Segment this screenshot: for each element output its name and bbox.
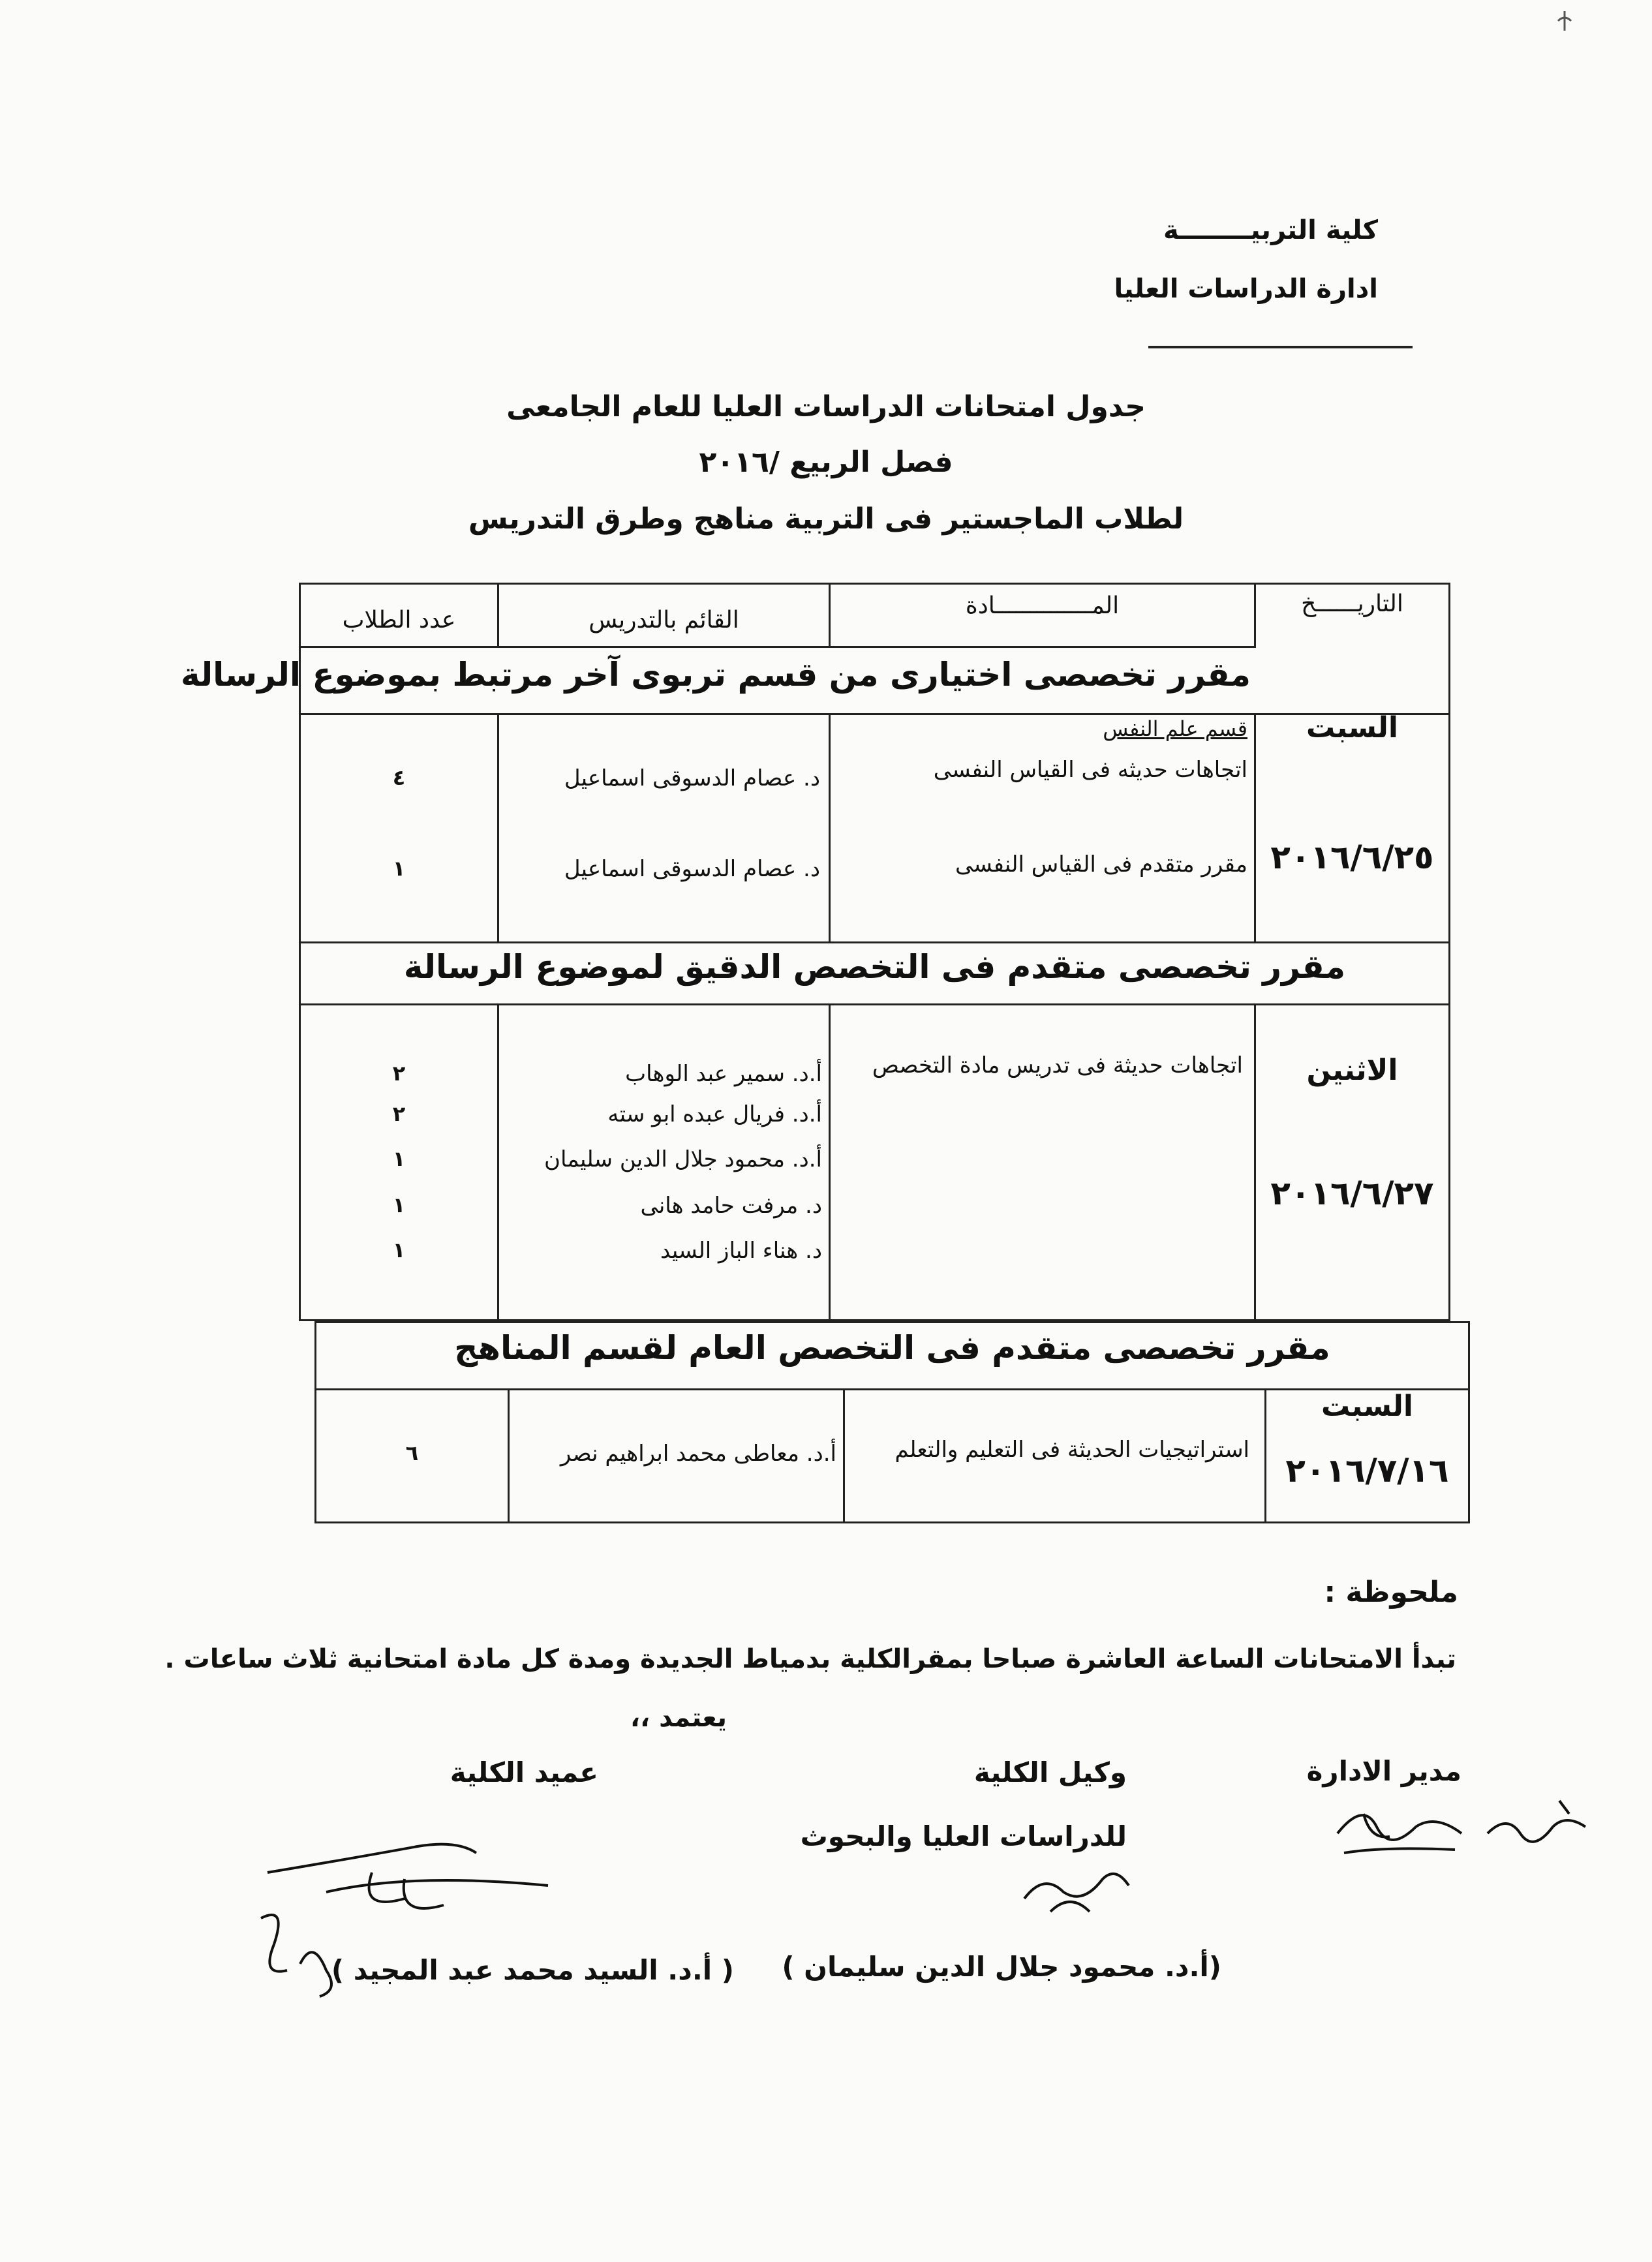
section-2-instructor-4: د. مرفت حامد هانى <box>640 1193 822 1219</box>
section-2-students-4: ١ <box>392 1193 406 1217</box>
section-1-instructor-1: د. عصام الدسوقى اسماعيل <box>564 765 820 791</box>
header-date: التاريــــــخ <box>1301 590 1403 617</box>
note-label: ملحوظة : <box>1324 1576 1458 1609</box>
dean-name: ( أ.د. السيد محمد عبد المجيد ) <box>331 1954 734 1986</box>
header-instructor: القائم بالتدريس <box>589 607 739 634</box>
vice-dean-signature <box>1011 1853 1142 1925</box>
section-1-day: السبت <box>1306 711 1398 744</box>
header-subject: المــــــــــــــادة <box>965 592 1120 619</box>
semester-title: فصل الربيع /٢٠١٦ <box>699 446 953 479</box>
section-1-instructor-2: د. عصام الدسوقى اسماعيل <box>564 856 820 882</box>
director-signature <box>1324 1788 1475 1872</box>
section-2-instructor-5: د. هناء الباز السيد <box>660 1238 822 1264</box>
dean-signature <box>248 1833 561 2010</box>
section-1-students-1: ٤ <box>392 765 406 790</box>
section-2-students-1: ٢ <box>392 1061 406 1086</box>
section-2-date: ٢٠١٦/٦/٢٧ <box>1270 1174 1434 1212</box>
section-3-title: مقرر تخصصى متقدم فى التخصص العام لقسم المناهج <box>454 1329 1330 1367</box>
director-title: مدير الادارة <box>1306 1755 1461 1787</box>
section-3-instructor: أ.د. معاطى محمد ابراهيم نصر <box>560 1441 836 1467</box>
vice-dean-name: (أ.د. محمود جلال الدين سليمان ) <box>782 1951 1221 1983</box>
approval-text: يعتمد ،، <box>630 1703 727 1733</box>
section-1-subject-1: اتجاهات حديثه فى القياس النفسى <box>933 757 1247 783</box>
section-2-students-5: ١ <box>392 1238 406 1262</box>
corner-mark <box>1552 8 1578 34</box>
note-text: تبدأ الامتحانات الساعة العاشرة صباحا بمقرالكلية بدمياط الجديدة ومدة كل مادة امتحانية ثلاث ساعات . <box>164 1644 1456 1674</box>
section-3-day: السبت <box>1321 1390 1413 1423</box>
section-1-title: مقرر تخصصى اختيارى من قسم تربوى آخر مرتبط بموضوع الرسالة <box>181 656 1251 694</box>
section-1-dept-label: قسم علم النفس <box>1103 716 1247 741</box>
faculty-name: كلية التربيــــــــة <box>1163 215 1378 245</box>
section-1-subject-2: مقرر متقدم فى القياس النفسى <box>955 851 1247 878</box>
section-2-students-3: ١ <box>392 1146 406 1171</box>
section-3-date: ٢٠١٦/٧/١٦ <box>1285 1452 1449 1490</box>
vice-dean-subtitle: للدراسات العليا والبحوث <box>800 1820 1127 1852</box>
section-2-instructor-3: أ.د. محمود جلال الدين سليمان <box>544 1146 822 1172</box>
dean-title: عميد الكلية <box>450 1756 598 1788</box>
section-2-title: مقرر تخصصى متقدم فى التخصص الدقيق لموضوع الرسالة <box>403 948 1346 986</box>
section-2-instructor-2: أ.د. فريال عبده ابو سته <box>607 1101 822 1127</box>
department-name: ادارة الدراسات العليا <box>1114 274 1378 304</box>
director-note-handwriting <box>1481 1788 1592 1859</box>
header-students: عدد الطلاب <box>342 607 456 634</box>
section-2-subject: اتجاهات حديثة فى تدريس مادة التخصص <box>872 1052 1243 1078</box>
header-rule <box>1148 346 1413 348</box>
section-2-instructor-1: أ.د. سمير عبد الوهاب <box>625 1061 822 1087</box>
program-title: لطلاب الماجستير فى التربية مناهج وطرق التدريس <box>468 502 1184 536</box>
section-3-subject: استراتيجيات الحديثة فى التعليم والتعلم <box>895 1437 1249 1463</box>
section-2-day: الاثنين <box>1306 1054 1398 1087</box>
vice-dean-title: وكيل الكلية <box>973 1756 1127 1788</box>
document-title: جدول امتحانات الدراسات العليا للعام الجامعى <box>506 390 1146 423</box>
section-1-date: ٢٠١٦/٦/٢٥ <box>1270 838 1434 876</box>
section-2-students-2: ٢ <box>392 1101 406 1126</box>
section-1-students-2: ١ <box>392 856 406 881</box>
section-3-students: ٦ <box>405 1441 419 1465</box>
